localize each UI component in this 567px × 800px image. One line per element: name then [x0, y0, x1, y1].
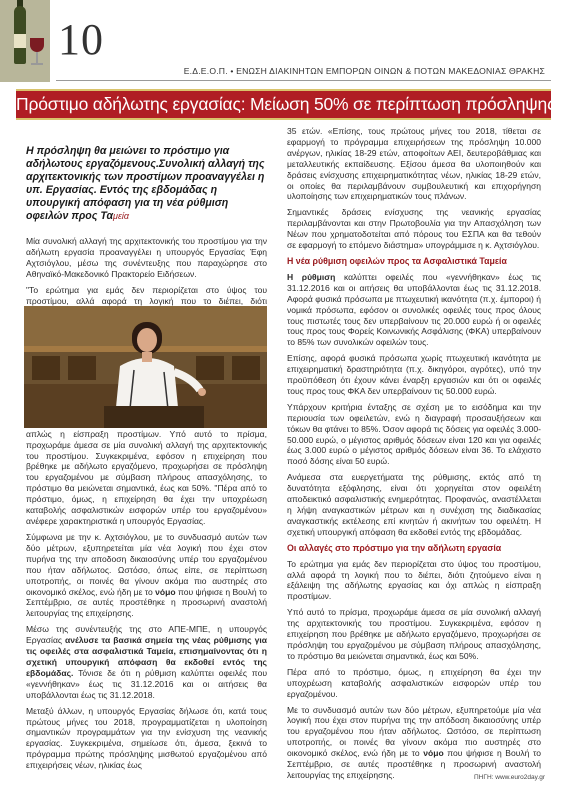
wine-glass-icon — [30, 38, 44, 52]
paragraph: Υπάρχουν κριτήρια ένταξης σε σχέση με το εισόδημα και την περιουσία των οφειλετών, ενώ η διαγραφή προσαυξήσεων και τόκων θα φτάνει το 85%. Όσον αφορά τις δόσεις για οφειλές 3.000-50.000 ευρώ, ο μέγιστος αριθμός δόσεων είναι 120 και για οφειλές έως 3.000 ευρώ ο μέγιστος αριθμός δόσεων είναι 36. Το ελάχιστο ποσό δόσης είναι 50 ευρώ. — [287, 401, 541, 467]
wine-glass-base — [31, 63, 43, 65]
column-2 — [287, 126, 541, 786]
paragraph: Υπό αυτό το πρίσμα, προχωράμε άμεσα σε μία συνολική αλλαγή της αρχιτεκτονικής του προστίμου. Συγκεκριμένα, εφόσον η επιχείρηση που βρέθηκε με αδήλωτο εργαζόμενο, προχωρήσει σε πρόσληψη του εργαζομένου με σύμβαση πλήρους απασχόλησης, το πρόστιμο θα μειώνεται σημαντικά, έως και 50%. — [287, 607, 541, 661]
bold-text: νόμο — [423, 748, 444, 759]
paragraph: Σημαντικές δράσεις ενίσχυσης της νεανικής εργασίας περιλαμβάνονται και στην Πρωτοβουλία για την Απασχόληση των Νέων που χρηματοδοτείται από πόρους του ΕΣΠΑ και θα τεθούν σε εφαρμογή το επόμενο διάστημα» υπογράμμισε η κ. Αχτσιόγλου. — [287, 207, 541, 251]
text-span: Μέσω της συνέντευξής της στο ΑΠΕ-ΜΠΕ, η υπουργός Εργασίας — [26, 624, 267, 646]
lead-text: Η πρόσληψη θα μειώνει το πρόστιμο για αδήλωτους εργαζόμενους.Συνολική αλλαγή της αρχιτεκτονικής των προστίμων προαναγγέλει η υπ. Εργασίας. Εντός της εβδομάδας η υπουργική απόφαση για τη νέα ρύθμιση οφειλών προς Τα — [26, 145, 265, 222]
quote-text-continued: απλώς η είσπραξη προστίμων. Υπό αυτό το πρίσμα, προχωράμε άμεσα σε μία συνολική αλλαγή της αρχιτεκτονικής του προστίμου. Συγκεκριμένα, εφόσον η επιχείρηση που βρέθηκε με αδήλωτο εργαζόμενο, προχωρήσει σε πρόσληψη του εργαζομένου με σύμβαση πλήρους απασχόλησης, το πρόστιμο θα μειώνεται σημαντικά, έως και 50%. "Πέρα από το πρόστιμο, όμως, η επιχείρηση θα έχει την υποχρέωση καταβολής ασφαλιστικών εισφορών υπέρ του εργαζομένου» ανέφερε χαρακτηριστικά η υπουργός Εργασίας. — [26, 429, 267, 526]
paragraph: Το ερώτημα για εμάς δεν περιορίζεται στο ύψος του προστίμου, αλλά αφορά τη λογική που το διέπει, διότι ζητούμενο είναι η εξάλειψη της αδήλωτης εργασίας και όχι απλώς η είσπραξη προστίμων. — [287, 558, 541, 602]
paragraph: Πέρα από το πρόστιμο, όμως, η επιχείρηση θα έχει την υποχρέωση καταβολής ασφαλιστικών εισφορών υπέρ του εργαζομένου. — [287, 666, 541, 699]
text-span: Τόνισε δε ότι η ρύθμιση καλύπτει οφειλές που «γεννήθηκαν» έως τις 31.12.2016 και οι αιτήσεις θα υποβάλλονται έως τις 31.12.2018. — [26, 667, 267, 700]
text-span: καλύπτει οφειλές που «γεννήθηκαν» έως τις 31.12.2016 και οι αιτήσεις θα υποβάλλονται έως τις 31.12.2018. Αφορά φυσικά πρόσωπα με πτωχευτική ικανότητα (π.χ. έμποροι) ή νομικά πρόσωπα, εφόσον οι συνολικές οφειλές τους προς όλους τους πιστωτές τους δεν υπερβαίνουν τις 20.000 ευρώ ή οι οφειλές τους προς τους Φορείς Κοινωνικής Ασφάλισης (ΦΚΑ) υπερβαίνουν το 85% των συνολικών οφειλών τους. — [287, 271, 541, 348]
quote-text: "Το ερώτημα για εμάς δεν περιορίζεται στο ύψος του προστίμου, αλλά αφορά τη λογική που το διέπει, διότι — [26, 284, 267, 306]
wine-bottle-label — [14, 34, 26, 48]
subheading: Η νέα ρύθμιση οφειλών προς τα Ασφαλιστικά Ταμεία — [287, 255, 507, 266]
text-span: που ψήφισε η Βουλή το Σεπτέμβριο, σε αυτές προστέθηκε η προσωρινή αναστολή λειτουργίας της επιχείρησης. — [26, 586, 267, 619]
column-1-bottom — [26, 429, 267, 776]
bold-text: Η ρύθμιση — [287, 271, 336, 282]
speaker-photo-image — [24, 306, 267, 428]
bold-text: ανέλυσε τα βασικά σημεία της νέας ρύθμισης για τις οφειλές στα ασφαλιστικά Ταμεία, επισημαίνοντας ότι η σχετική υπουργική απόφαση θα εκδοθεί εντός της εβδομάδας. — [26, 635, 267, 678]
photo-speaker-at-parliament — [24, 306, 267, 428]
page-header — [0, 0, 567, 86]
bold-text: νόμο — [155, 586, 176, 597]
organization-name: Ε.Δ.Ε.Ο.Π. • ΕΝΩΣΗ ΔΙΑΚΙΝΗΤΩΝ ΕΜΠΟΡΩΝ ΟΙΝΩΝ & ΠΟΤΩΝ ΜΑΚΕΔΟΝΙΑΣ ΘΡΑΚΗΣ — [183, 66, 545, 76]
article-lead — [26, 145, 266, 223]
text-span: που ψήφισε η Βουλή το Σεπτέμβριο, σε αυτές προστέθηκε η προσωρινή αναστολή λειτουργίας της επιχείρησης. — [287, 748, 541, 780]
paragraph — [26, 532, 267, 619]
header-divider — [56, 80, 551, 81]
title-bar — [16, 89, 556, 120]
wine-logo — [0, 0, 50, 82]
paragraph — [287, 705, 541, 781]
paragraph: Ανάμεσα στα ευεργετήματα της ρύθμισης, εκτός από τη δυνατότητα εξόφλησης, είναι ότι χορηγείται στον οφειλέτη αποδεικτικό ασφαλιστικής ενημερότητας. Προφανώς, αναστέλλεται η λήψη αναγκαστικών μέτρων και η συνέχιση της διαδικασίας αναγκαστικής εκτέλεσης επί κινητών ή ακινήτων του οφειλέτη. Η σχετική υπουργική απόφαση θα εκδοθεί εντός της εβδομάδας. — [287, 472, 541, 537]
paragraph: Επίσης, αφορά φυσικά πρόσωπα χωρίς πτωχευτική ικανότητα με επιχειρηματική δραστηριότητα (π.χ. δικηγόροι, αγρότες), υπό την προϋπόθεση ότι έχουν κάνει έναρξη εργασιών και ότι οι οφειλές τους προς τους ΦΚΑ δεν υπερβαίνουν τις 50.000 ευρώ. — [287, 353, 541, 396]
paragraph — [26, 624, 267, 700]
paragraph: Μία συνολική αλλαγή της αρχιτεκτονικής του προστίμου για την αδήλωτη εργασία προαναγγέλει η υπουργός Εργασίας Έφη Αχτσιόγλου, μέσω της συνέντευξης που παραχώρησε στο Αθηναϊκό-Μακεδονικό Πρακτορείο Ειδήσεων. — [26, 236, 267, 279]
paragraph: Μεταξύ άλλων, η υπουργός Εργασίας δήλωσε ότι, κατά τους πρώτους μήνες του 2018, προγραμματίζεται η υλοποίηση σημαντικών προγραμμάτων για την ενίσχυση της νεανικής εργασίας. Συγκεκριμένα, σημείωσε ότι, άμεσα, ξεκινά το πρόγραμμα πρώτης πρόσληψης μισθωτού εργαζομένου από επιχειρήσεις νέων, ηλικίας έως — [26, 705, 267, 771]
paragraph: 35 ετών. «Επίσης, τους πρώτους μήνες του 2018, τίθεται σε εφαρμογή το πρόγραμμα επιχειρήσεων της πρόσληψη 10.000 ανέργων, ηλικίας 18-29 ετών, αποφοίτων ΑΕΙ, δευτεροβάθμιας και μεταλλευτικής εκπαίδευσης. Εξίσου άμεσα θα υλοποιηθούν και δράσεις ενίσχυσης επιχειρηματικότητας νέων, ηλικίας 18-29 ετών, οι οποίες θα περιλαμβάνουν συμβουλευτική και επιχορήγηση υλοποίησης των επιχειρηματικών τους πλάνων. — [287, 126, 541, 202]
page-number: 10 — [58, 15, 104, 64]
lead-tail: μεία — [113, 211, 130, 221]
source-credit: ΠΗΓΗ: www.euro2day.gr — [473, 774, 545, 781]
article-title: Πρόστιμο αδήλωτης εργασίας: Μείωση 50% σε περίπτωση πρόσληψης — [16, 94, 556, 114]
paragraph — [26, 429, 267, 527]
text-span: Με το συνδυασμό αυτών των δύο μέτρων, εξυπηρετούμε μία νέα λογική που έχει στον πυρήνα της την απόδοση δικαιοσύνης υπέρ του εργαζομένου που ήταν αδήλωτος. Ωστόσο, σε περίπτωση υποτροπής, οι ποινές θα γίνουν ακόμα πιο αυστηρές στο οικονομικό σκέλος, ενώ ήδη με το — [287, 704, 541, 759]
subheading: Οι αλλαγές στο πρόστιμο για την αδήλωτη εργασία — [287, 542, 502, 553]
text-span: Σύμφωνα με την κ. Αχτσιόγλου, με το συνδυασμό αυτών των δύο μέτρων, εξυπηρετείται μία νέα λογική που έχει στον πυρήνα της την αποδοση δικαιοσύνης υπέρ του εργαζομένου που ήταν αδήλωτος. Ωστόσο, όπως είπε, σε περίπτωση υποτροπής, οι ποινές θα γίνουν ακόμα πιο αυστηρές στο οικονομικό σκέλος, ενώ ήδη με το — [26, 532, 267, 597]
paragraph — [287, 272, 541, 348]
